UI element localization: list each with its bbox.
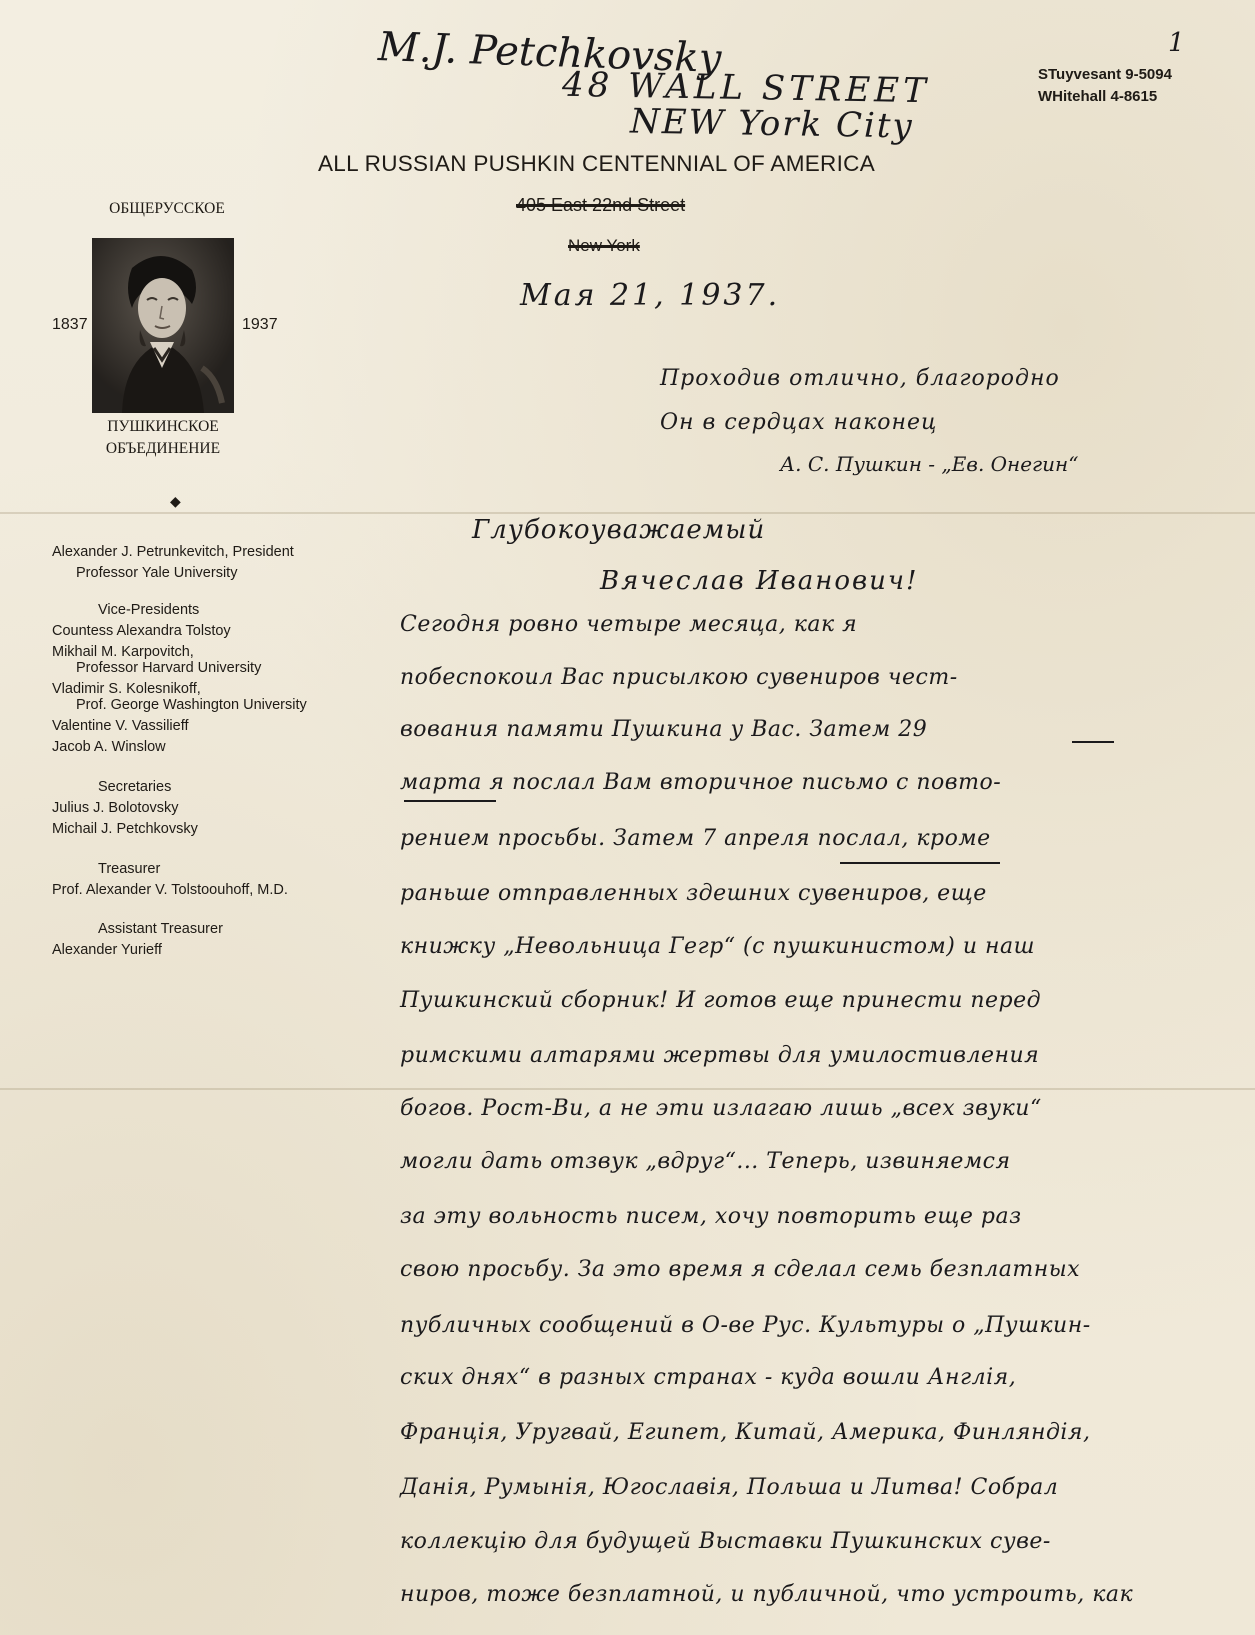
letter-line: побеспокоил Вас присылкою сувениров чест- (400, 665, 958, 690)
epigraph-line2: Он в сердцах наконец (660, 410, 938, 435)
officer-vp4: Valentine V. Vassilieff (52, 718, 189, 734)
officer-sec1: Julius J. Bolotovsky (52, 800, 179, 816)
underline-mark (840, 862, 1000, 864)
vice-presidents-heading: Vice-Presidents (98, 602, 200, 618)
letter-line: Франція, Уругвай, Египет, Китай, Америка, Финляндія, (400, 1420, 1091, 1445)
phone-whitehall: WHitehall 4-8615 (1038, 88, 1158, 105)
paper-fold-line (0, 512, 1255, 514)
old-address-city: New York (568, 236, 640, 255)
letter-line: ниров, тоже безплатной, и публичной, что устроить, как (400, 1582, 1134, 1607)
secretaries-heading: Secretaries (98, 779, 172, 795)
pushkin-portrait-image (92, 238, 234, 413)
diamond-ornament-icon: ◆ (170, 493, 181, 509)
letter-line: за эту вольность писем, хочу повторить еще раз (400, 1204, 1022, 1229)
letter-line: Сегодня ровно четыре месяца, как я (400, 612, 858, 637)
officer-vp3: Vladimir S. Kolesnikoff, (52, 681, 201, 697)
officer-vp1: Countess Alexandra Tolstoy (52, 623, 231, 639)
page-number: 1 (1168, 28, 1185, 58)
letter-line: вования памяти Пушкина у Вас. Затем 29 (400, 717, 928, 742)
letter-line: Данія, Румынія, Югославія, Польша и Литва! Собрал (400, 1475, 1059, 1500)
letter-line: рением просьбы. Затем 7 апреля послал, кроме (400, 826, 991, 851)
officer-vp2: Mikhail M. Karpovitch, (52, 644, 194, 660)
letter-line: могли дать отзвук „вдруг“... Теперь, извиняемся (400, 1149, 1011, 1174)
letter-line: Пушкинский сборник! И готов еще принести перед (400, 988, 1042, 1013)
salutation-line2: Вячеслав Иванович! (600, 566, 919, 596)
paper-fold-line (0, 1088, 1255, 1090)
underline-mark (1072, 741, 1114, 743)
handwritten-name: M.J. Petchkovsky (377, 24, 723, 82)
officer-vp5: Jacob A. Winslow (52, 739, 166, 755)
salutation-line1: Глубокоуважаемый (472, 515, 766, 545)
letter-date: Мая 21, 1937. (520, 278, 781, 313)
pushkin-portrait (92, 238, 234, 413)
letter-line: римскими алтарями жертвы для умилостивления (400, 1043, 1040, 1068)
officer-treasurer: Prof. Alexander V. Tolstoouhoff, M.D. (52, 882, 288, 898)
emblem-bottom-line2: ОБЪЕДИНЕНИЕ (105, 440, 221, 457)
officer-vp3-title: Prof. George Washington University (76, 697, 307, 713)
letter-line: марта я послал Вам вторичное письмо с повто- (400, 770, 1002, 795)
letter-line: богов. Рост-Ви, а не эти излагаю лишь „всех звуки“ (400, 1096, 1042, 1121)
officer-president-title: Professor Yale University (76, 565, 238, 581)
epigraph-source: А. С. Пушкин - „Ев. Онегин“ (780, 452, 1079, 476)
letter-line: публичных сообщений в О-ве Рус. Культуры о „Пушкин- (400, 1313, 1091, 1338)
letter-line: раньше отправленных здешних сувениров, еще (400, 881, 987, 906)
emblem-year-right: 1937 (242, 316, 278, 333)
officer-president: Alexander J. Petrunkevitch, President (52, 544, 294, 560)
emblem-top-text: ОБЩЕРУССКОЕ (109, 200, 225, 217)
underline-mark (404, 800, 496, 802)
handwritten-street: 48 WALL STREET (561, 64, 931, 112)
phone-stuyvesant: STuyvesant 9-5094 (1038, 66, 1172, 83)
handwritten-city: NEW York City (629, 101, 915, 147)
old-address-street: 405 East 22nd Street (516, 195, 686, 215)
epigraph-line1: Проходив отлично, благородно (660, 366, 1060, 391)
assistant-treasurer-heading: Assistant Treasurer (98, 921, 223, 937)
letter-line: коллекцію для будущей Выставки Пушкинских суве- (400, 1529, 1051, 1554)
emblem-bottom-line1: ПУШКИНСКОЕ (107, 418, 219, 435)
letter-line: свою просьбу. За это время я сделал семь безплатных (400, 1257, 1081, 1282)
letter-line: книжку „Невольница Гегр“ (с пушкинистом) и наш (400, 934, 1035, 959)
letter-line: ских днях“ в разных странах - куда вошли Англія, (400, 1365, 1017, 1390)
treasurer-heading: Treasurer (98, 861, 161, 877)
officer-vp2-title: Professor Harvard University (76, 660, 262, 676)
officer-assistant-treasurer: Alexander Yurieff (52, 942, 162, 958)
officer-sec2: Michail J. Petchkovsky (52, 821, 198, 837)
organization-title: ALL RUSSIAN PUSHKIN CENTENNIAL OF AMERICA (318, 151, 876, 176)
emblem-year-left: 1837 (52, 316, 88, 333)
